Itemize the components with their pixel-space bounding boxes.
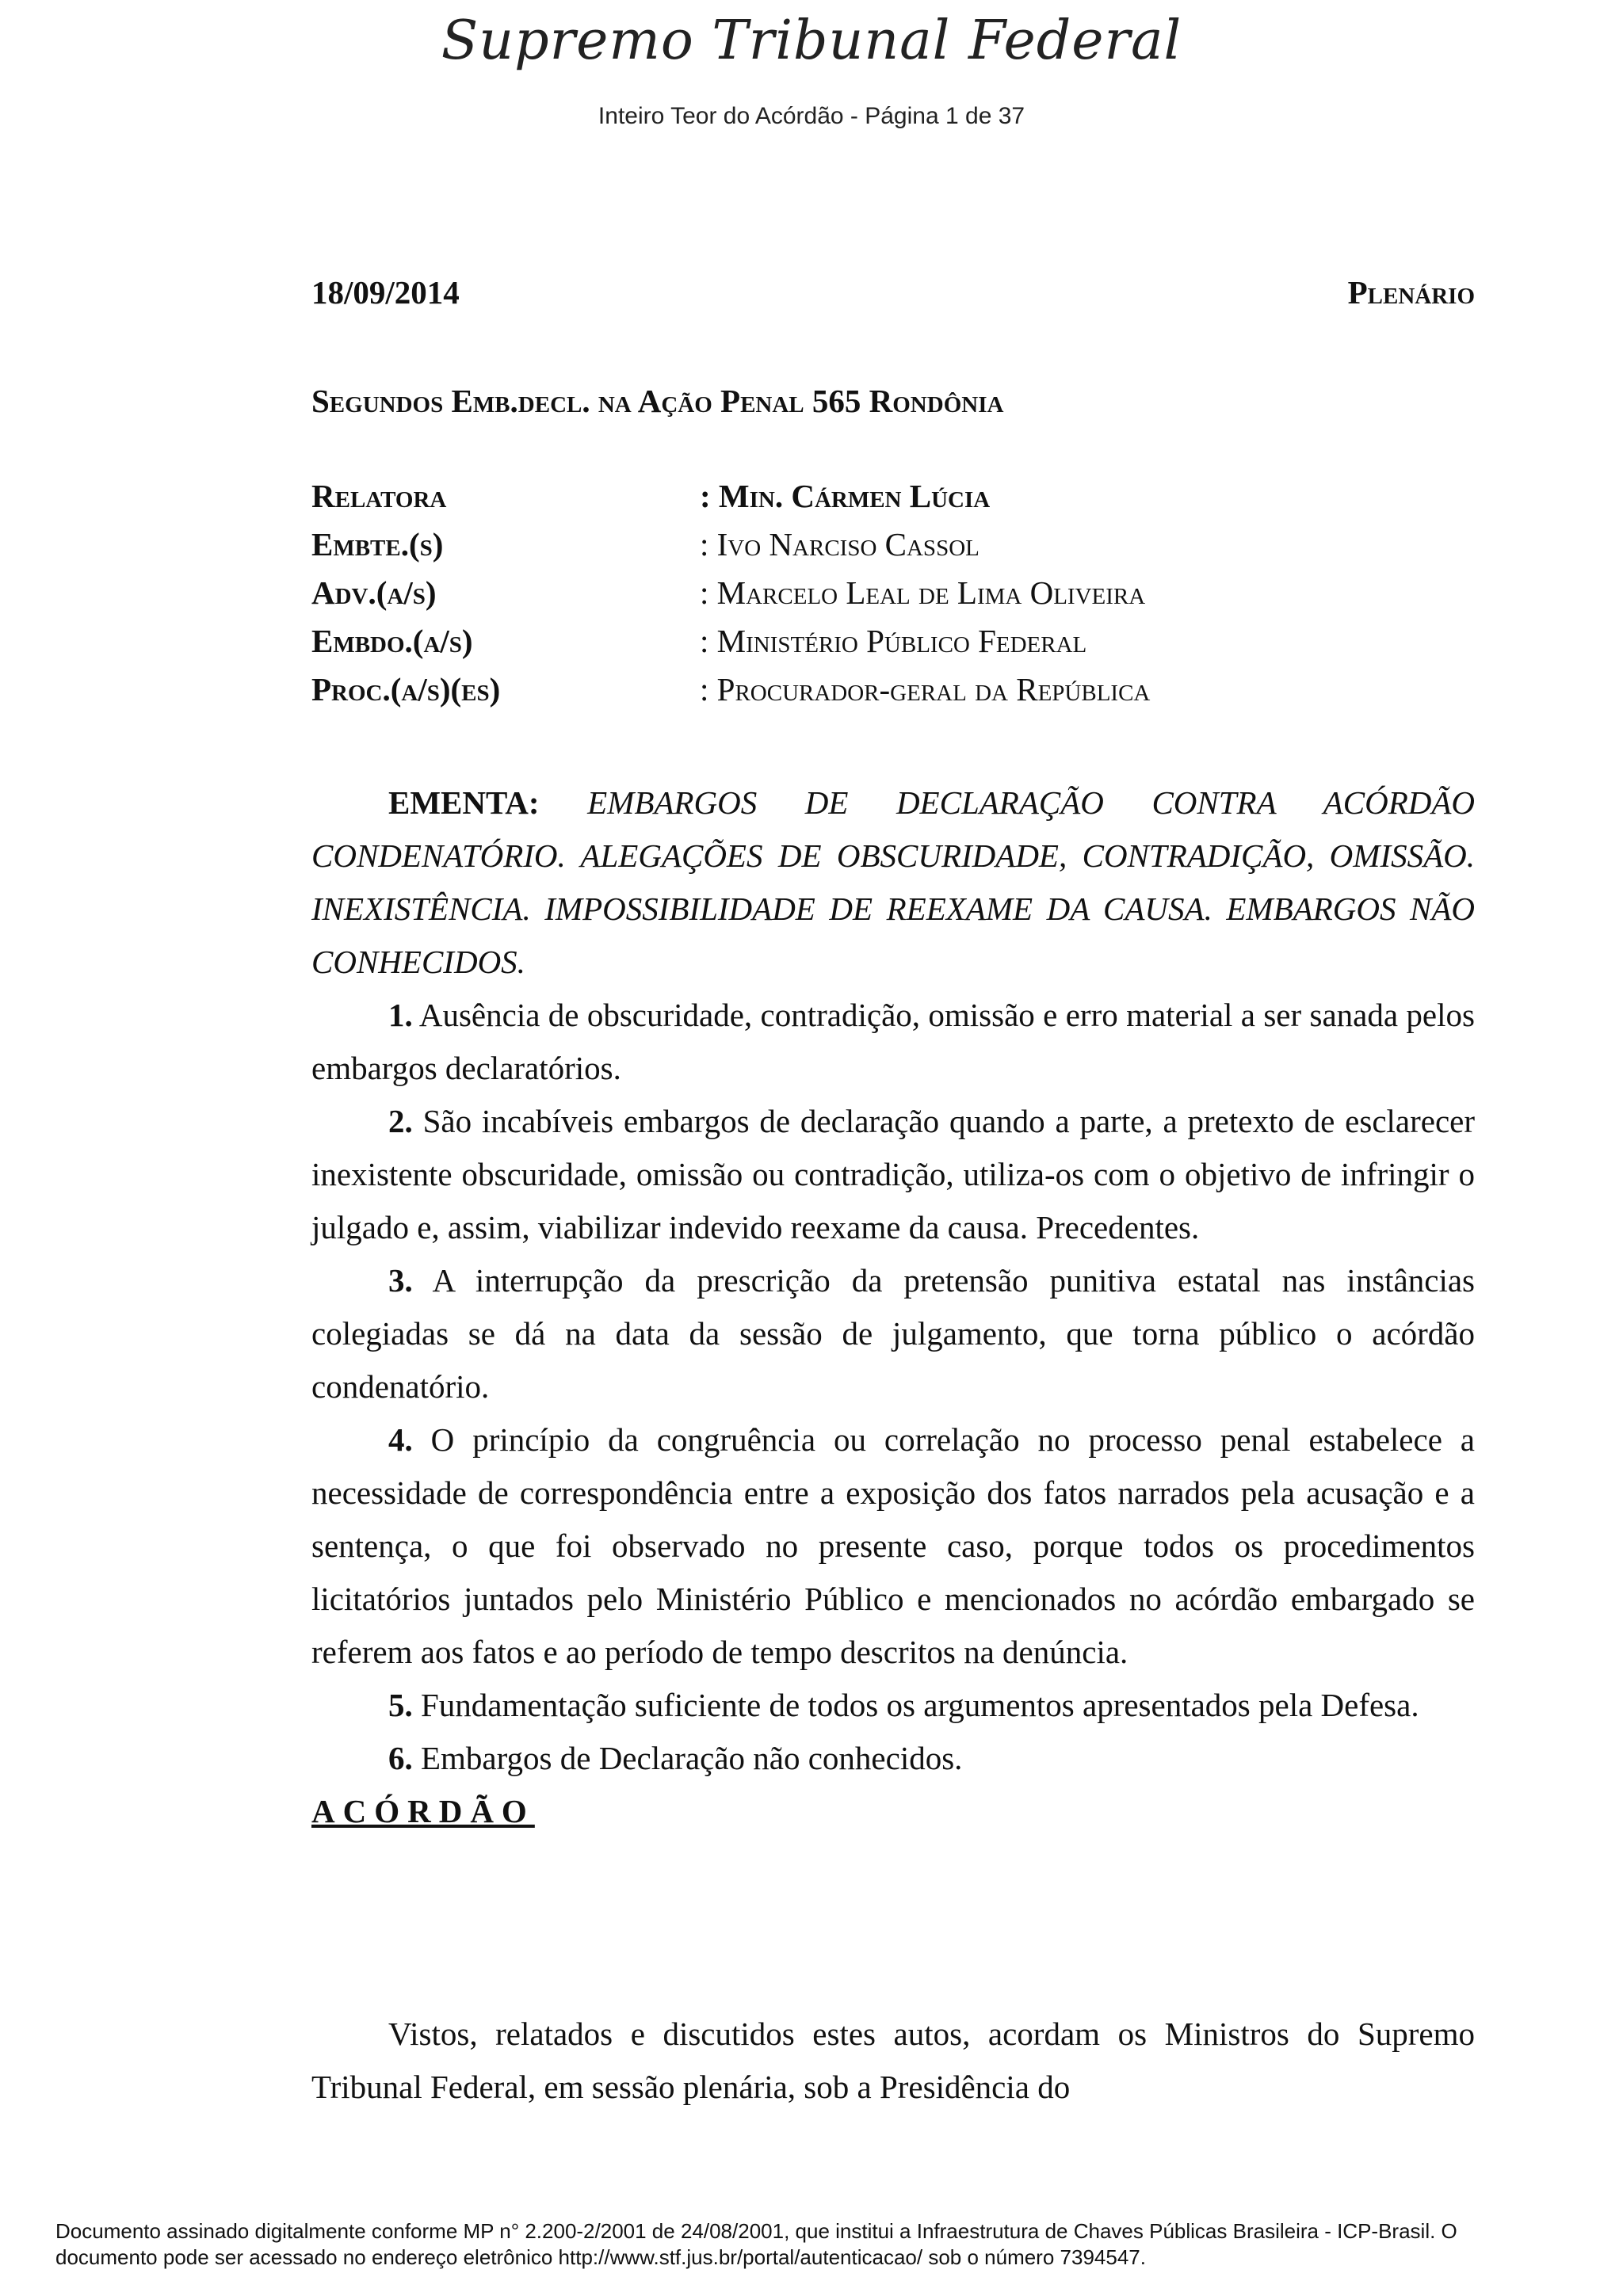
judgment-date: 18/09/2014	[311, 274, 460, 311]
judging-body: Plenário	[1347, 274, 1475, 311]
ementa-item-number: 5.	[388, 1687, 413, 1723]
party-value: : Marcelo Leal de Lima Oliveira	[700, 574, 1146, 611]
closing-paragraph: Vistos, relatados e discutidos estes autos, acordam os Ministros do Supremo Tribunal Federal, em sessão plenária, sob a Presidência do	[311, 2016, 1475, 2105]
party-label: Proc.(a/s)(es)	[311, 671, 501, 707]
ementa-item-text: O princípio da congruência ou correlação no processo penal estabelece a necessidade de correspondência entre a exposição dos fatos narrados pela acusação e a sentença, o que foi observado no presente caso, porque todos os procedimentos licitatórios juntados pelo Ministério Público e mencionados no acórdão embargado se referem aos fatos e ao período de tempo descritos na denúncia.	[311, 1421, 1475, 1670]
ementa-item-number: 4.	[388, 1421, 413, 1458]
party-value: : Ivo Narciso Cassol	[700, 526, 980, 563]
party-value: : Ministério Público Federal	[700, 623, 1087, 659]
ementa-item-text: Embargos de Declaração não conhecidos.	[421, 1740, 963, 1776]
ementa-item	[311, 1413, 1475, 1679]
acordao-heading: ACÓRDÃO	[311, 1793, 535, 1829]
digital-signature-footer	[55, 2218, 1568, 2271]
ementa-item-text: Ausência de obscuridade, contradição, omissão e erro material a ser sanada pelos embargos declaratórios.	[311, 997, 1475, 1086]
party-row-embargante	[311, 521, 1475, 569]
case-title: Segundos Emb.decl. na Ação Penal 565 Rondônia	[311, 383, 1004, 419]
ementa-item-number: 6.	[388, 1740, 413, 1776]
party-label: Embdo.(a/s)	[311, 623, 473, 659]
ementa-item-number: 3.	[388, 1262, 413, 1299]
party-row-procurador	[311, 666, 1475, 714]
footer-line: documento pode ser acessado no endereço eletrônico http://www.stf.jus.br/portal/autenticacao/ sob o número 7394547.	[55, 2245, 1146, 2269]
ementa-item	[311, 989, 1475, 1095]
ementa-item-number: 1.	[388, 997, 413, 1033]
footer-line: Documento assinado digitalmente conforme MP n° 2.200-2/2001 de 24/08/2001, que institui a Infraestrutura de Chaves Públicas Brasileira - ICP-Brasil. O	[55, 2219, 1457, 2243]
ementa-item-text: São incabíveis embargos de declaração quando a parte, a pretexto de esclarecer inexistente obscuridade, omissão ou contradição, utiliza-os com o objetivo de infringir o julgado e, assim, viabilizar indevido reexame da causa. Precedentes.	[311, 1103, 1476, 1245]
party-value: : Procurador-geral da República	[700, 671, 1151, 707]
party-label: Embte.(s)	[311, 526, 444, 563]
ementa-item-text: Fundamentação suficiente de todos os argumentos apresentados pela Defesa.	[421, 1687, 1419, 1723]
parties-list	[311, 472, 1475, 714]
page-info: Inteiro Teor do Acórdão - Página 1 de 37	[598, 103, 1025, 129]
party-row-advogado	[311, 569, 1475, 617]
ementa-section	[311, 776, 1475, 1838]
ementa-label: EMENTA:	[388, 784, 540, 821]
ementa-item	[311, 1095, 1475, 1254]
party-row-embargado	[311, 617, 1475, 666]
ementa-item	[311, 1254, 1475, 1413]
party-value: : Min. Cármen Lúcia	[700, 478, 991, 514]
ementa-summary	[311, 776, 1475, 989]
party-row-relatora	[311, 472, 1475, 521]
ementa-item-text: A interrupção da prescrição da pretensão punitiva estatal nas instâncias colegiadas se dá na data da sessão de julgamento, que torna público o acórdão condenatório.	[311, 1262, 1475, 1405]
date-row	[311, 266, 1475, 319]
ementa-text: EMBARGOS DE DECLARAÇÃO CONTRA ACÓRDÃO CONDENATÓRIO. ALEGAÇÕES DE OBSCURIDADE, CONTRADIÇÃO, OMISSÃO. INEXISTÊNCIA. IMPOSSIBILIDADE DE REEXAME DA CAUSA. EMBARGOS NÃO CONHECIDOS.	[311, 784, 1476, 980]
court-title: Supremo Tribunal Federal	[441, 10, 1182, 72]
closing-section	[311, 2008, 1475, 2114]
party-label: Relatora	[311, 478, 447, 514]
ementa-item	[311, 1732, 1475, 1785]
ementa-item	[311, 1679, 1475, 1732]
ementa-item-number: 2.	[388, 1103, 413, 1139]
party-label: Adv.(a/s)	[311, 574, 437, 611]
